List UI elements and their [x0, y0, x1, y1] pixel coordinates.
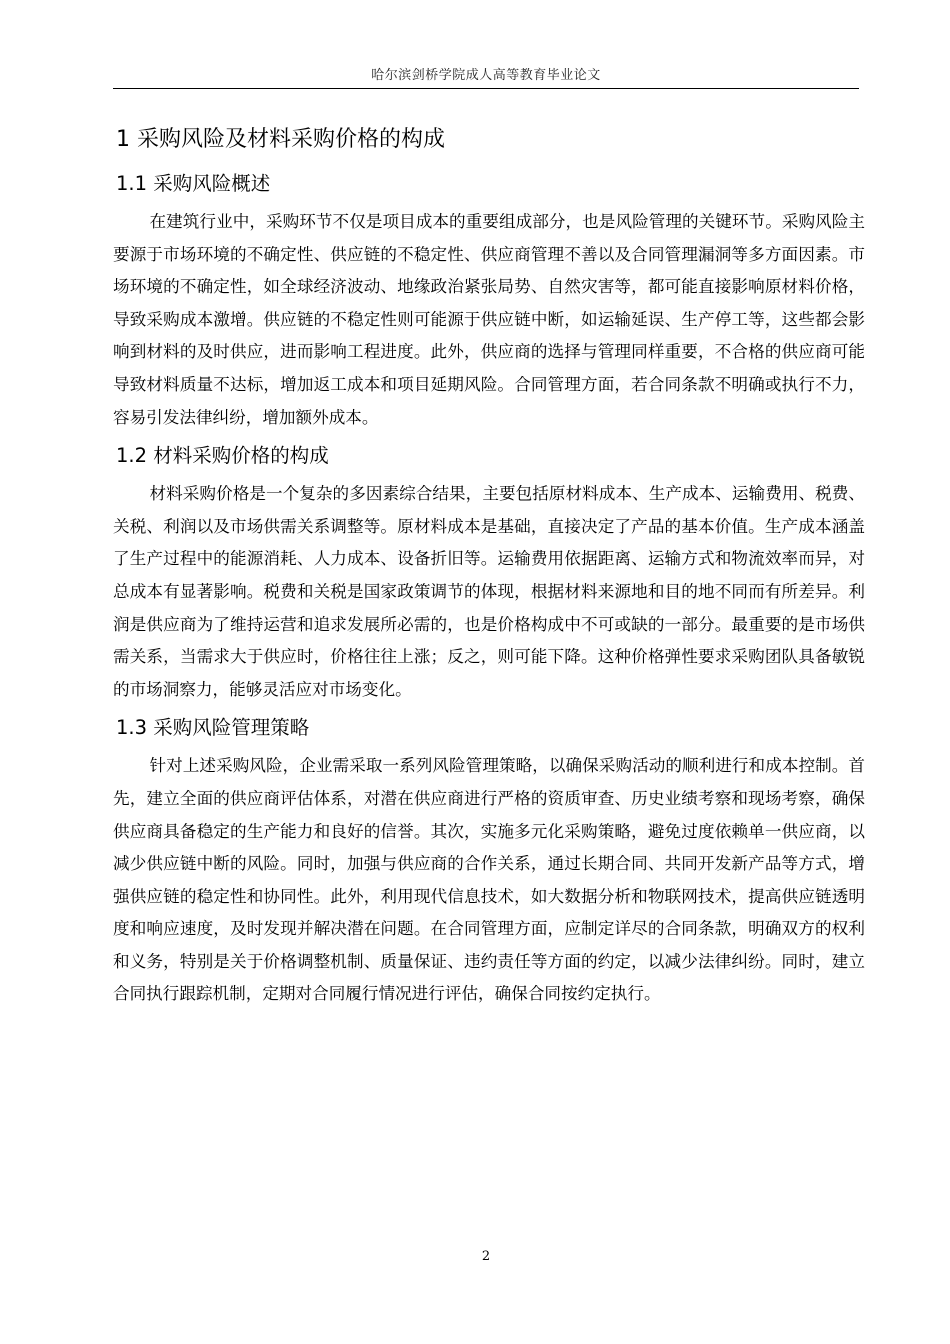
section-paragraph-1-3: 针对上述采购风险，企业需采取一系列风险管理策略，以确保采购活动的顺利进行和成本控制。首先，建立全面的供应商评估体系，对潜在供应商进行严格的资质审查、历史业绩考察和现场考察，确保供应商具备稳定的生产能力和良好的信誉。其次，实施多元化采购策略，避免过度依赖单一供应商，以减少供应链中断的风险。同时，加强与供应商的合作关系，通过长期合同、共同开发新产品等方式，增强供应链的稳定性和协同性。此外，利用现代信息技术，如大数据分析和物联网技术，提高供应链透明度和响应速度，及时发现并解决潜在问题。在合同管理方面，应制定详尽的合同条款，明确双方的权利和义务，特别是关于价格调整机制、质量保证、违约责任等方面的约定，以减少法律纠纷。同时，建立合同执行跟踪机制，定期对合同履行情况进行评估，确保合同按约定执行。	[113, 756, 865, 1004]
page-number: 2	[481, 1249, 491, 1264]
header-rule	[113, 88, 859, 89]
section-heading-1-2: 1.2 材料采购价格的构成	[116, 444, 329, 468]
running-header: 哈尔滨剑桥学院成人高等教育毕业论文	[371, 68, 601, 83]
section-heading-1-1: 1.1 采购风险概述	[116, 172, 271, 195]
section-paragraph-1-2: 材料采购价格是一个复杂的多因素综合结果，主要包括原材料成本、生产成本、运输费用、税费、关税、利润以及市场供需关系调整等。原材料成本是基础，直接决定了产品的基本价值。生产成本涵盖了生产过程中的能源消耗、人力成本、设备折旧等。运输费用依据距离、运输方式和物流效率而异，对总成本有显著影响。税费和关税是国家政策调节的体现，根据材料来源地和目的地不同而有所差异。利润是供应商为了维持运营和追求发展所必需的，也是价格构成中不可或缺的一部分。最重要的是市场供需关系，当需求大于供应时，价格往往上涨；反之，则可能下降。这种价格弹性要求采购团队具备敏锐的市场洞察力，能够灵活应对市场变化。	[113, 484, 865, 699]
chapter-heading: 1 采购风险及材料采购价格的构成	[116, 127, 445, 152]
page-content	[113, 120, 865, 1011]
section-heading-1-3: 1.3 采购风险管理策略	[116, 716, 310, 740]
section-paragraph-1-1: 在建筑行业中，采购环节不仅是项目成本的重要组成部分，也是风险管理的关键环节。采购风险主要源于市场环境的不确定性、供应链的不稳定性、供应商管理不善以及合同管理漏洞等多方面因素。市场环境的不确定性，如全球经济波动、地缘政治紧张局势、自然灾害等，都可能直接影响原材料价格，导致采购成本激增。供应链的不稳定性则可能源于供应链中断，如运输延误、生产停工等，这些都会影响到材料的及时供应，进而影响工程进度。此外，供应商的选择与管理同样重要，不合格的供应商可能导致材料质量不达标，增加返工成本和项目延期风险。合同管理方面，若合同条款不明确或执行不力，容易引发法律纠纷，增加额外成本。	[113, 212, 865, 427]
